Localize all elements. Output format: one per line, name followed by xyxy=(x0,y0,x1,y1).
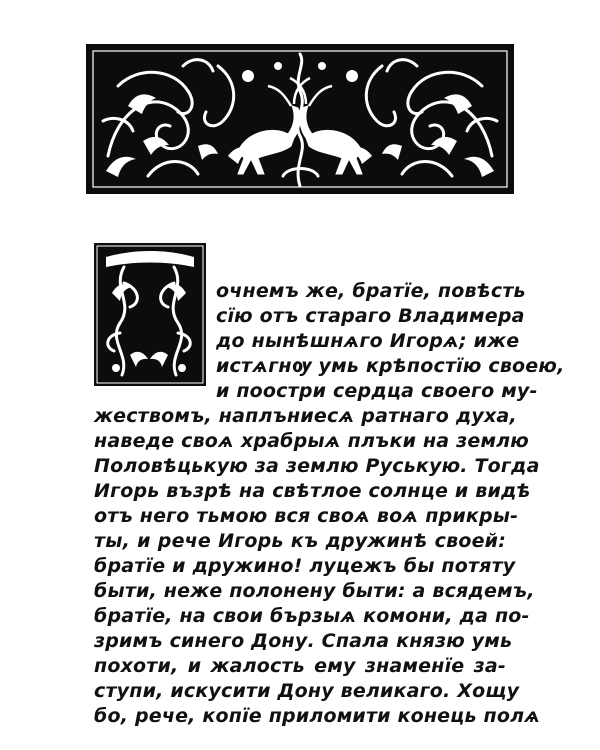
text-line-3: до нынѣшнѧго Игорѧ; иже xyxy=(216,330,520,352)
text-line-1: очнемъ же, братїе, повѣсть xyxy=(216,280,526,302)
floral-deer-ornament-icon xyxy=(88,46,512,192)
text-line-13: быти, неже полонену быти: а всядемъ, xyxy=(94,580,535,602)
text-line-8: Половѣцькую за землю Руськую. Тогда xyxy=(94,455,540,477)
text-line-14: братїе, на свои бързыѧ комони, да по- xyxy=(94,605,530,627)
text-line-4: истѧгнѹ умь крѣпостїю своею, xyxy=(216,355,565,377)
text-line-10: отъ него тьмою вся своѧ воѧ прикры- xyxy=(94,505,519,527)
text-line-9: Игорь възрѣ на свѣтлое солнце и видѣ xyxy=(94,480,531,502)
ornamental-header-band xyxy=(86,44,514,194)
initial-letter-text xyxy=(94,243,206,386)
text-line-6: жествомъ, наплъниесѧ ратнаго духа, xyxy=(94,405,517,427)
text-line-16: похоти, и жалость ему знаменїе за- xyxy=(94,655,506,677)
text-line-2: сїю отъ стараго Владимера xyxy=(216,305,525,327)
text-line-12: братїе и дружино! луцежъ бы потяту xyxy=(94,555,516,577)
text-line-18: бо, рече, копїе приломити конець полѧ xyxy=(94,705,541,727)
text-line-15: зримъ синего Дону. Спала князю умь xyxy=(94,630,513,652)
text-line-5: и поостри сердца своего му- xyxy=(216,380,538,402)
illuminated-initial xyxy=(94,243,206,386)
text-line-17: ступи, искусити Дону великаго. Хощу xyxy=(94,680,520,702)
text-line-11: ты, и рече Игорь къ дружинѣ своей: xyxy=(94,530,506,552)
text-line-7: наведе своѧ храбрыѧ плъки на землю xyxy=(94,430,529,452)
